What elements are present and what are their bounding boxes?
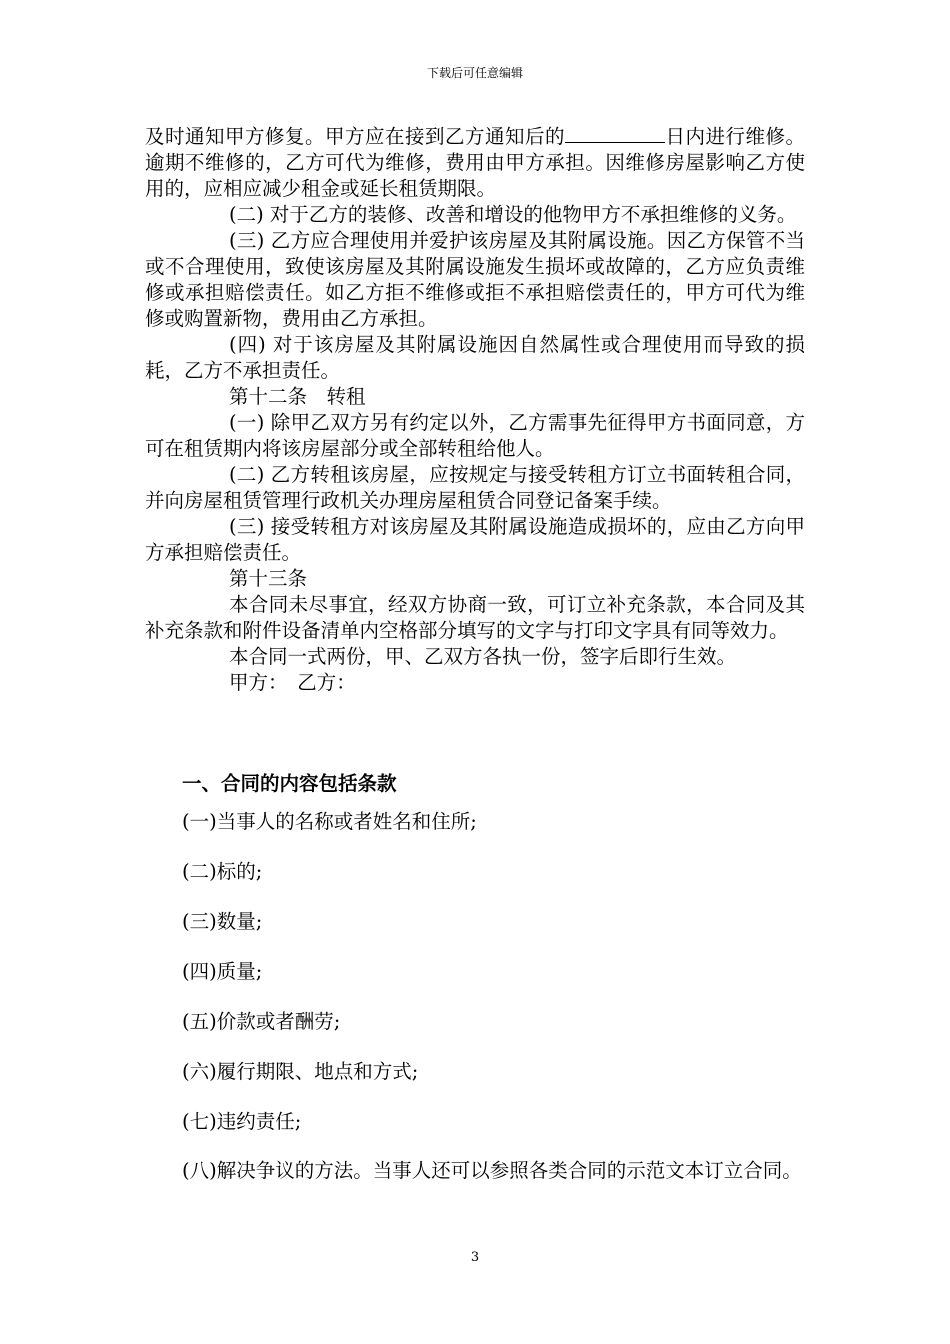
list-item: (三)数量; (182, 910, 263, 933)
contract-terms-list (145, 808, 805, 1212)
article-12-title: 第十二条 转租 (229, 385, 366, 408)
list-item: (四)质量; (182, 960, 263, 983)
paragraph-sublet-1: (一) 除甲乙双方另有约定以外，乙方需事先征得甲方书面同意，方可在租赁期内将该房屋部分或全部转租给他人。 (145, 411, 805, 460)
page-number: 3 (470, 1250, 480, 1265)
paragraph-sublet-3: (三) 接受转租方对该房屋及其附属设施造成损坏的，应由乙方向甲方承担赔偿责任。 (145, 515, 805, 564)
list-item: (六)履行期限、地点和方式; (182, 1060, 419, 1083)
paragraph-supplement: 本合同未尽事宜，经双方协商一致，可订立补充条款，本合同及其补充条款和附件设备清单内空格部分填写的文字与打印文字具有同等效力。 (145, 593, 805, 642)
contract-body (145, 124, 805, 696)
signature-line: 甲方： 乙方： (229, 671, 356, 694)
paragraph-repair-notice: 及时通知甲方修复。甲方应在接到乙方通知后的 日内进行维修。逾期不维修的，乙方可代为维修，费用由甲方承担。因维修房屋影响乙方使用的，应相应减少租金或延长租赁期限。 (145, 125, 805, 200)
paragraph-clause-3: (三) 乙方应合理使用并爱护该房屋及其附属设施。因乙方保管不当或不合理使用，致使该房屋及其附属设施发生损坏或故障的，乙方应负责维修或承担赔偿责任。如乙方拒不维修或拒不承担赔偿责任的，甲方可代为维修或购置新物，费用由乙方承担。 (145, 229, 805, 330)
list-item: (五)价款或者酬劳; (182, 1010, 341, 1033)
list-item: (二)标的; (182, 860, 263, 883)
blank-field-days[interactable] (565, 124, 665, 143)
paragraph-copies: 本合同一式两份，甲、乙双方各执一份，签字后即行生效。 (229, 645, 737, 668)
paragraph-clause-2: (二) 对于乙方的装修、改善和增设的他物甲方不承担维修的义务。 (229, 203, 797, 226)
paragraph-sublet-2: (二) 乙方转租该房屋，应按规定与接受转租方订立书面转租合同，并向房屋租赁管理行政机关办理房屋租赁合同登记备案手续。 (145, 463, 805, 512)
list-item: (八)解决争议的方法。当事人还可以参照各类合同的示范文本订立合同。 (182, 1159, 802, 1182)
list-item: (一)当事人的名称或者姓名和住所; (182, 810, 477, 833)
paragraph-clause-4: (四) 对于该房屋及其附属设施因自然属性或合理使用而导致的损耗，乙方不承担责任。 (145, 333, 805, 382)
page-header: 下载后可任意编辑 (426, 66, 523, 80)
list-item: (七)违约责任; (182, 1110, 302, 1133)
article-13-title: 第十三条 (229, 567, 308, 590)
section-title: 一、合同的内容包括条款 (182, 772, 397, 795)
